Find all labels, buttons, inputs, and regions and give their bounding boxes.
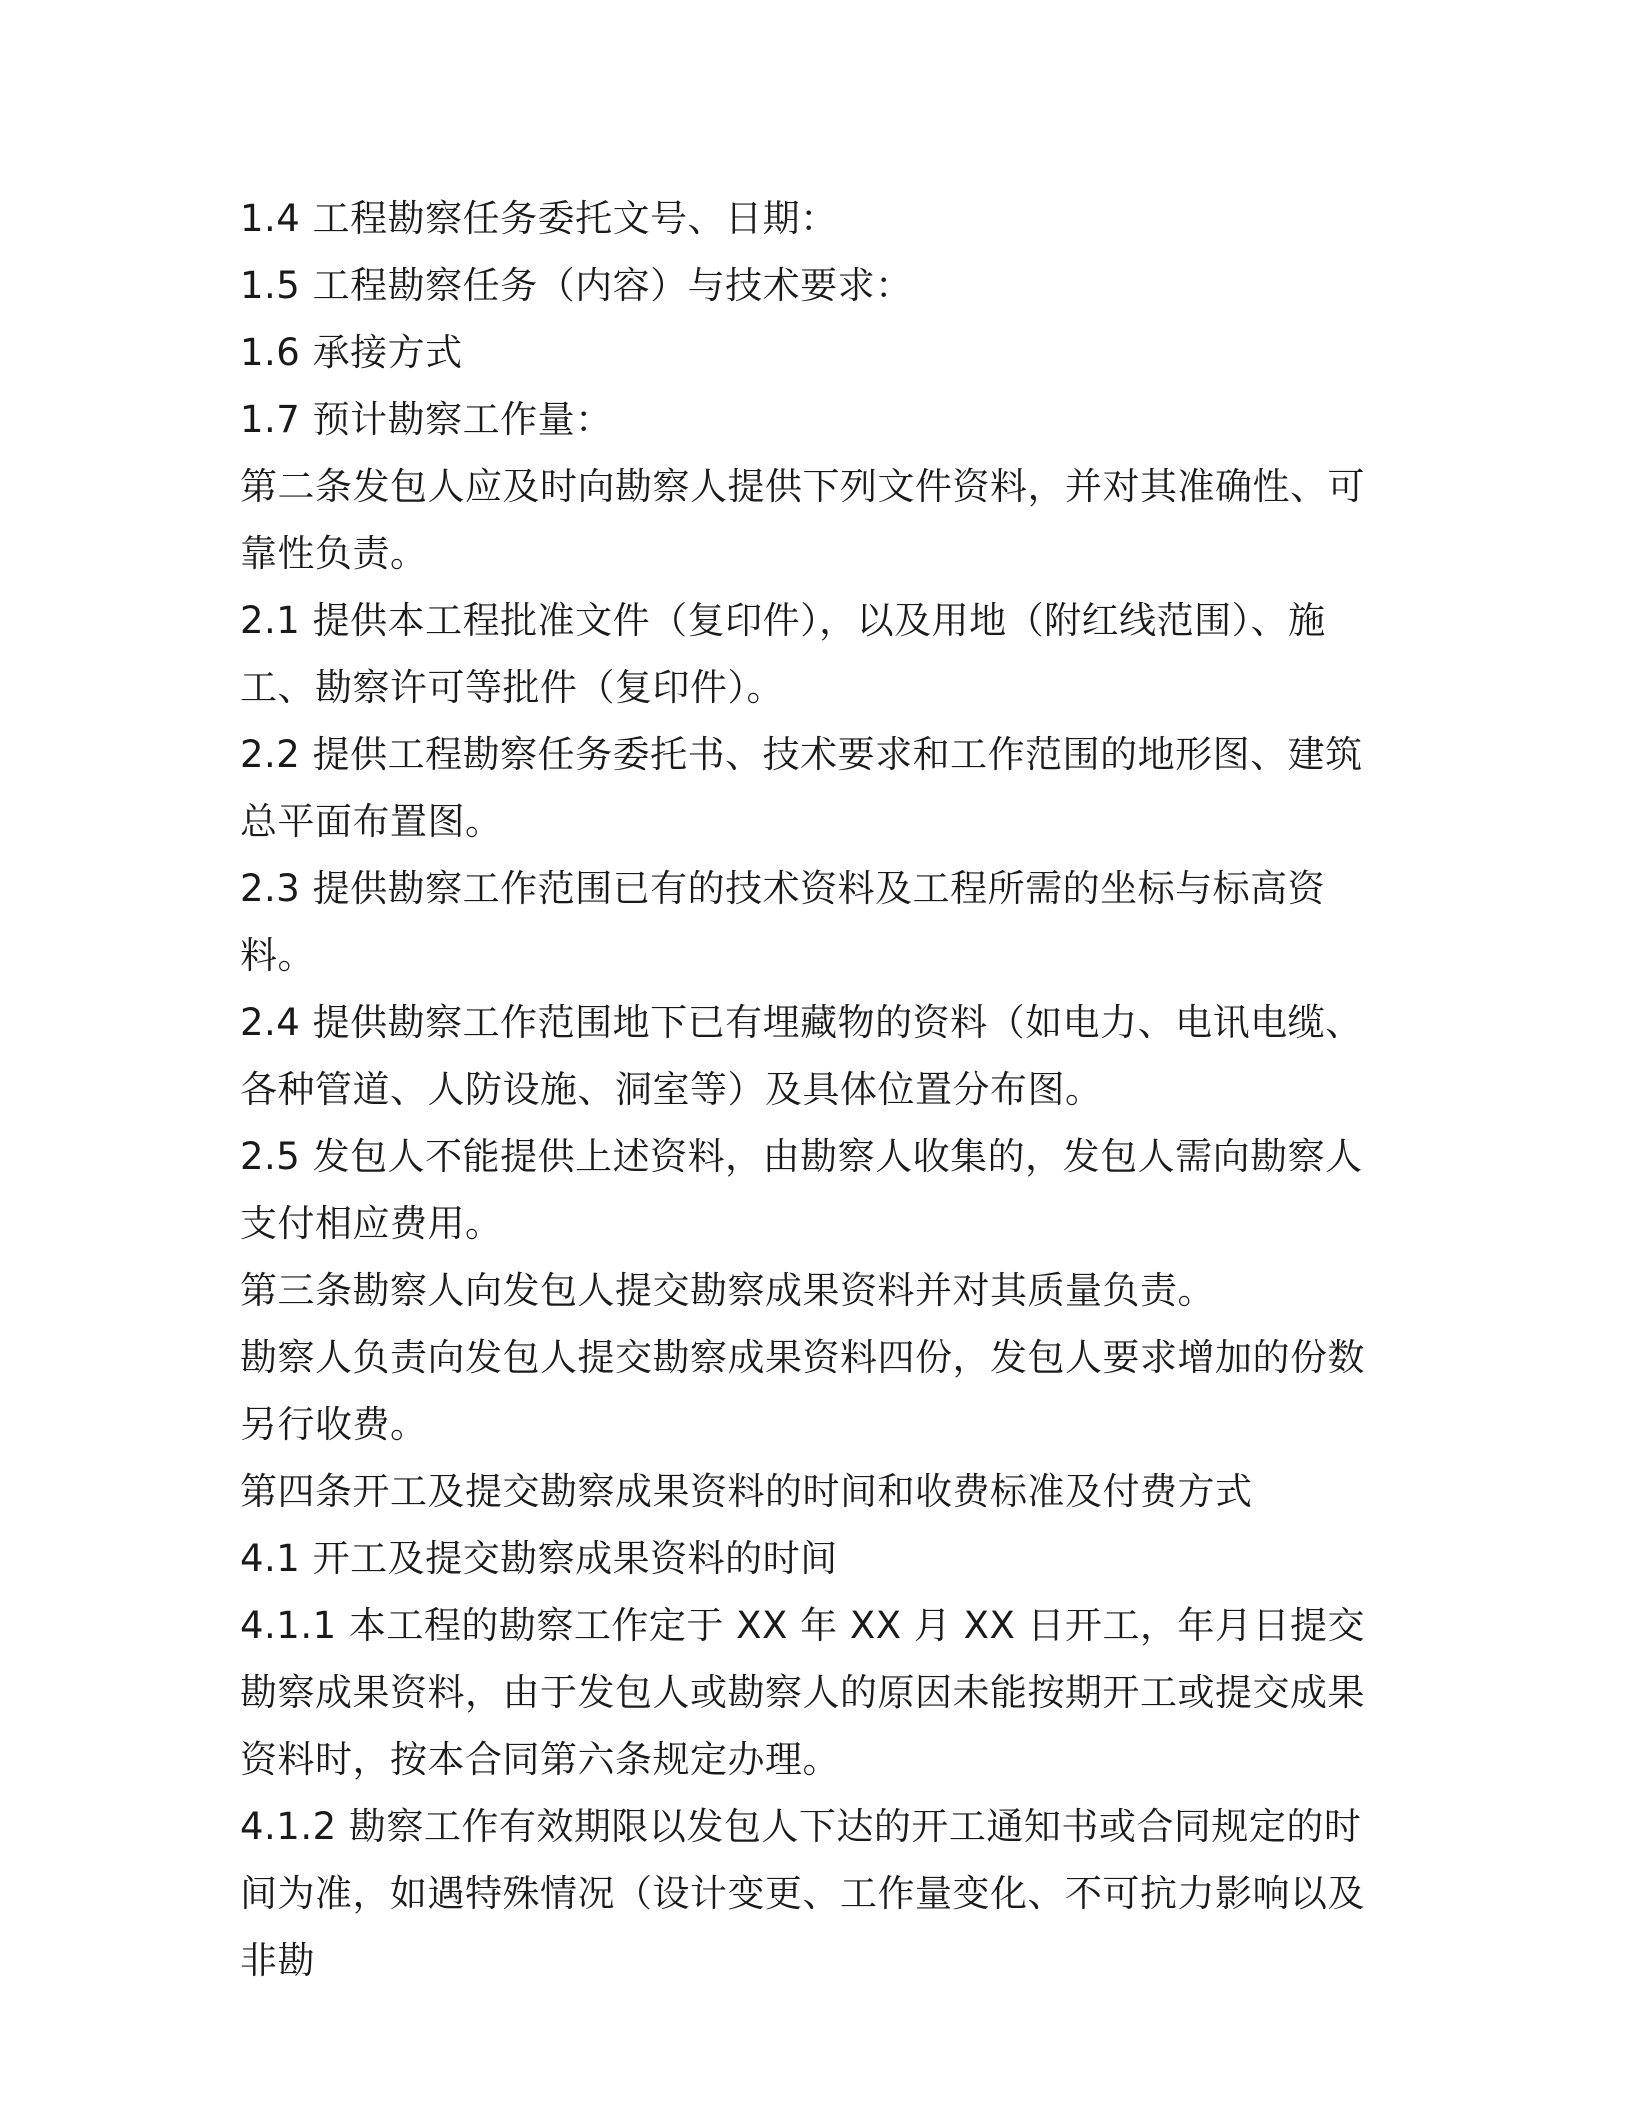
article-3-heading: 第三条勘察人向发包人提交勘察成果资料并对其质量负责。 [240, 1269, 1215, 1312]
clause-2-3: 2.3 提供勘察工作范围已有的技术资料及工程所需的坐标与标高资料。 [240, 867, 1326, 977]
clause-1-7: 1.7 预计勘察工作量： [240, 398, 613, 441]
clause-1-6: 1.6 承接方式 [240, 331, 463, 374]
clause-4-1: 4.1 开工及提交勘察成果资料的时间 [240, 1537, 838, 1580]
clause-4-1-2: 4.1.2 勘察工作有效期限以发包人下达的开工通知书或合同规定的时间为准，如遇特殊情况（设计变更、工作量变化、不可抗力影响以及非勘 [240, 1805, 1365, 1982]
document-body [240, 185, 1390, 1994]
clause-2-1: 2.1 提供本工程批准文件（复印件），以及用地（附红线范围）、施工、勘察许可等批件（复印件）。 [240, 599, 1326, 709]
clause-4-1-1: 4.1.1 本工程的勘察工作定于 XX 年 XX 月 XX 日开工，年月日提交勘察成果资料，由于发包人或勘察人的原因未能按期开工或提交成果资料时，按本合同第六条规定办理。 [240, 1604, 1366, 1781]
clause-1-5: 1.5 工程勘察任务（内容）与技术要求： [240, 264, 913, 307]
clause-2-2: 2.2 提供工程勘察任务委托书、技术要求和工作范围的地形图、建筑总平面布置图。 [240, 733, 1363, 843]
article-3-body: 勘察人负责向发包人提交勘察成果资料四份，发包人要求增加的份数另行收费。 [240, 1336, 1365, 1446]
clause-2-5: 2.5 发包人不能提供上述资料，由勘察人收集的，发包人需向勘察人支付相应费用。 [240, 1135, 1363, 1245]
clause-1-4: 1.4 工程勘察任务委托文号、日期： [240, 197, 838, 240]
article-2-heading: 第二条发包人应及时向勘察人提供下列文件资料，并对其准确性、可靠性负责。 [240, 465, 1365, 575]
clause-2-4: 2.4 提供勘察工作范围地下已有埋藏物的资料（如电力、电讯电缆、各种管道、人防设施、洞室等）及具体位置分布图。 [240, 1001, 1363, 1111]
article-4-heading: 第四条开工及提交勘察成果资料的时间和收费标准及付费方式 [240, 1470, 1253, 1513]
